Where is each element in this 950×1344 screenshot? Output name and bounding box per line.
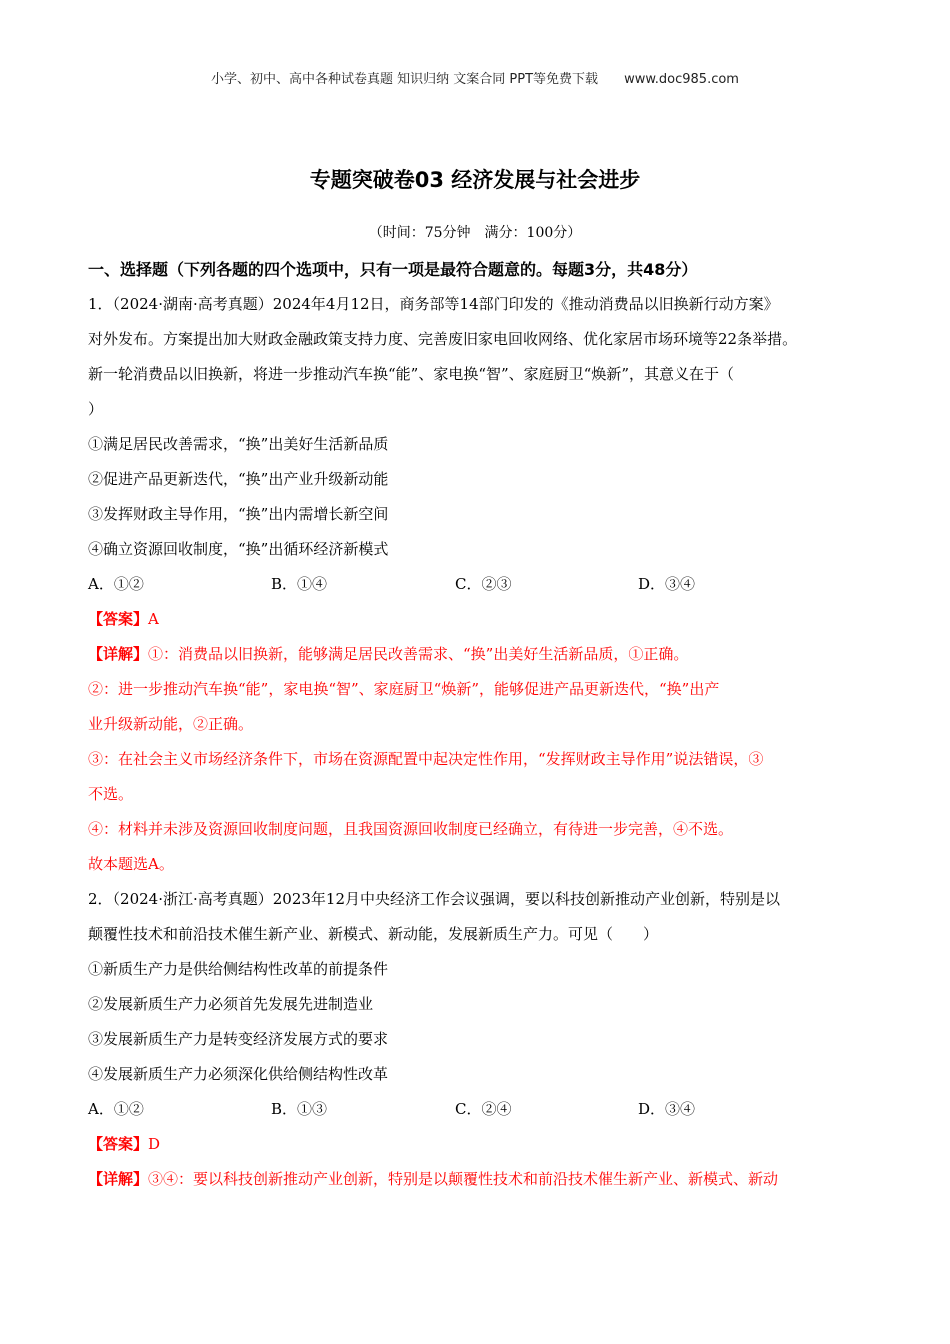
question-text-line: 新一轮消费品以旧换新，将进一步推动汽车换“能”、家电换“智”、家庭厨卫“焕新”，其意义在于（ xyxy=(88,365,735,383)
detail-label: 【详解】 xyxy=(88,1170,149,1188)
answer-value: A xyxy=(148,610,159,628)
detail-text: ①：消费品以旧换新，能够满足居民改善需求、“换”出美好生活新品质，①正确。 xyxy=(148,645,689,663)
option-d: D．③④ xyxy=(638,575,696,593)
question-1 xyxy=(88,287,868,882)
question-text-line: 2．（2024·浙江·高考真题）2023年12月中央经济工作会议强调，要以科技创新推动产业创新，特别是以 xyxy=(88,890,781,908)
statement-item: ③发挥财政主导作用，“换”出内需增长新空间 xyxy=(88,505,389,523)
question-text-line: ） xyxy=(88,400,104,418)
detail-label: 【详解】 xyxy=(88,645,149,663)
statement-item: ②促进产品更新迭代，“换”出产业升级新动能 xyxy=(88,470,389,488)
time-info: （时间：75分钟 满分：100分） xyxy=(368,225,582,241)
detail-line: 故本题选A。 xyxy=(88,855,174,873)
answer-value: D xyxy=(148,1135,161,1153)
header-site-link[interactable]: www.doc985.com xyxy=(624,72,739,87)
option-b: B．①④ xyxy=(271,575,328,593)
option-a: A．①② xyxy=(88,575,144,593)
statement-item: ①满足居民改善需求，“换”出美好生活新品质 xyxy=(88,435,389,453)
statement-item: ②发展新质生产力必须首先发展先进制造业 xyxy=(88,995,374,1013)
detail-line: ②：进一步推动汽车换“能”，家电换“智”、家庭厨卫“焕新”，能够促进产品更新迭代，“换”出产 xyxy=(88,680,720,698)
detail-text: ③④：要以科技创新推动产业创新，特别是以颠覆性技术和前沿技术催生新产业、新模式、新动 xyxy=(148,1170,779,1188)
header-text: 小学、初中、高中各种试卷真题 知识归纳 文案合同 PPT等免费下载 xyxy=(211,72,599,87)
option-d: D．③④ xyxy=(638,1100,696,1118)
option-c: C．②④ xyxy=(455,1100,512,1118)
detail-line: ③：在社会主义市场经济条件下，市场在资源配置中起决定性作用，“发挥财政主导作用”说法错误，③ xyxy=(88,750,764,768)
option-b: B．①③ xyxy=(271,1100,328,1118)
answer-label: 【答案】 xyxy=(88,610,149,628)
question-text-line: 颠覆性技术和前沿技术催生新产业、新模式、新动能，发展新质生产力。可见（ ） xyxy=(88,925,659,943)
detail-line: 业升级新动能，②正确。 xyxy=(88,715,254,733)
option-c: C．②③ xyxy=(455,575,512,593)
answer-line xyxy=(88,1127,868,1162)
section-heading: 一、选择题（下列各题的四个选项中，只有一项是最符合题意的。每题3分，共48分） xyxy=(88,260,698,279)
page-header xyxy=(0,68,950,87)
options-row xyxy=(88,1092,868,1127)
page-title: 专题突破卷03 经济发展与社会进步 xyxy=(309,168,641,192)
statement-item: ④发展新质生产力必须深化供给侧结构性改革 xyxy=(88,1065,389,1083)
answer-label: 【答案】 xyxy=(88,1135,149,1153)
question-text-line: 1．（2024·湖南·高考真题）2024年4月12日，商务部等14部门印发的《推动消费品以旧换新行动方案》 xyxy=(88,295,779,313)
question-2 xyxy=(88,882,868,1197)
statement-item: ④确立资源回收制度，“换”出循环经济新模式 xyxy=(88,540,389,558)
statement-item: ①新质生产力是供给侧结构性改革的前提条件 xyxy=(88,960,389,978)
detail-line: ④：材料并未涉及资源回收制度问题，且我国资源回收制度已经确立，有待进一步完善，④不选。 xyxy=(88,820,734,838)
detail-line xyxy=(88,637,868,672)
document-body xyxy=(88,252,868,1197)
option-a: A．①② xyxy=(88,1100,144,1118)
answer-line xyxy=(88,602,868,637)
detail-line xyxy=(88,1162,868,1197)
options-row xyxy=(88,567,868,602)
detail-line: 不选。 xyxy=(88,785,134,803)
question-text-line: 对外发布。方案提出加大财政金融政策支持力度、完善废旧家电回收网络、优化家居市场环境等22条举措。 xyxy=(88,330,798,348)
statement-item: ③发展新质生产力是转变经济发展方式的要求 xyxy=(88,1030,389,1048)
